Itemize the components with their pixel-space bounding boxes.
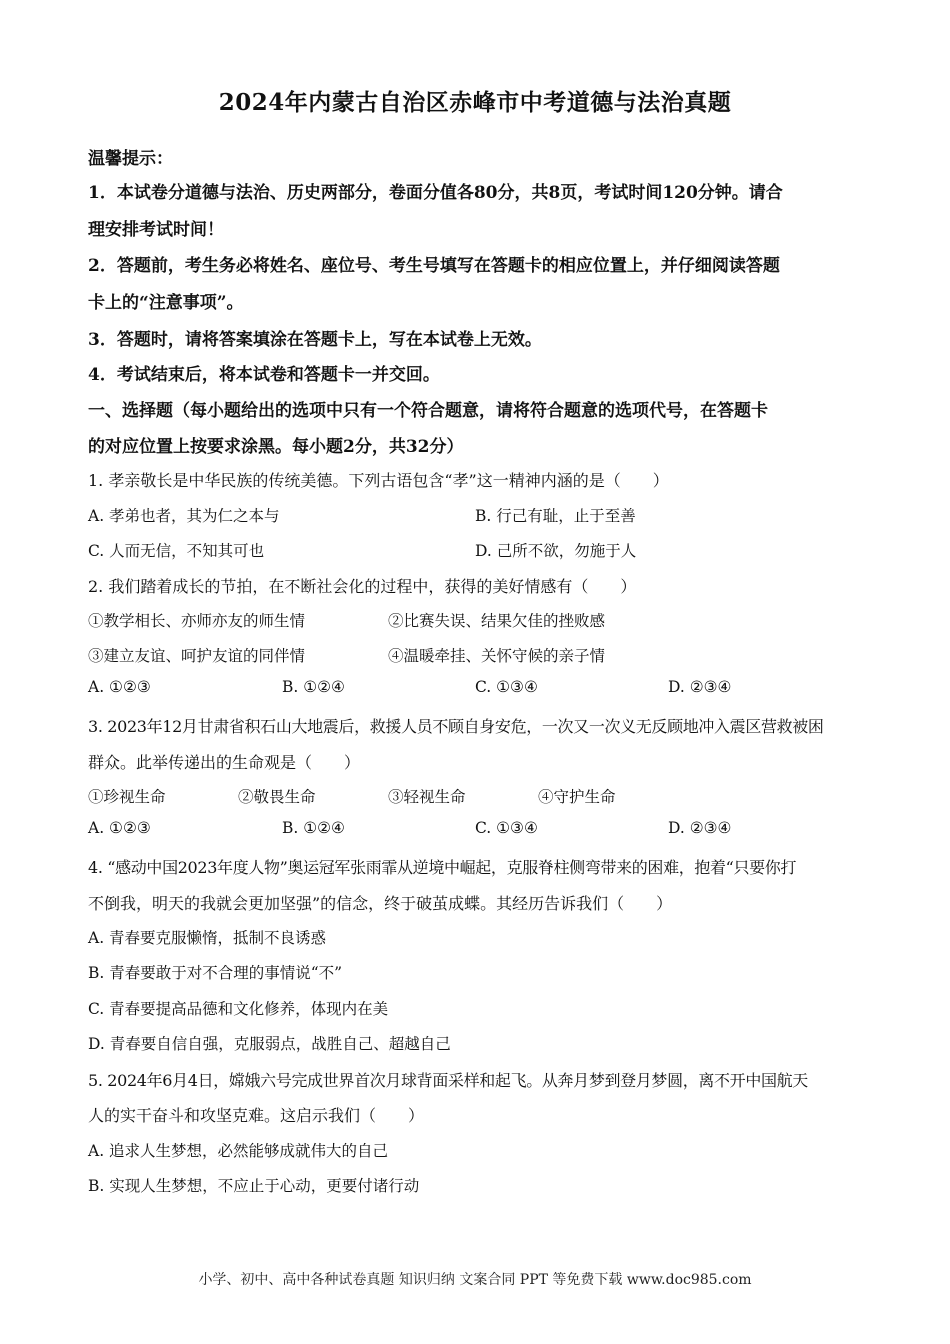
question-5-option-b: B. 实现人生梦想，不应止于心动，更要付诸行动: [88, 1177, 420, 1195]
question-3-statement-2: ②敬畏生命: [238, 788, 316, 806]
question-2-statement-4: ④温暖牵挂、关怀守候的亲子情: [388, 647, 606, 665]
tip-line-4: 卡上的“注意事项”。: [88, 293, 244, 313]
question-4-stem-line-2: 不倒我，明天的我就会更加坚强”的信念，终于破茧成蝶。其经历告诉我们（ ）: [88, 894, 673, 913]
question-3-option-d: D. ②③④: [668, 819, 732, 837]
question-2-option-d: D. ②③④: [668, 678, 732, 696]
section-heading-line-1: 一、选择题（每小题给出的选项中只有一个符合题意，请将符合题意的选项代号，在答题卡: [88, 401, 768, 421]
question-5-stem-line-2: 人的实干奋斗和攻坚克难。这启示我们（ ）: [88, 1106, 425, 1125]
question-5-option-a: A. 追求人生梦想，必然能够成就伟大的自己: [88, 1142, 389, 1160]
tips-heading: 温馨提示：: [88, 149, 173, 169]
question-1-option-d: D. 己所不欲，勿施于人: [475, 542, 637, 560]
page-footer: 小学、初中、高中各种试卷真题 知识归纳 文案合同 PPT 等免费下载 www.doc985.com: [198, 1272, 752, 1288]
tip-line-5: 3．答题时，请将答案填涂在答题卡上，写在本试卷上无效。: [88, 330, 542, 350]
tip-line-6: 4．考试结束后，将本试卷和答题卡一并交回。: [88, 365, 440, 385]
question-4-option-d: D. 青春要自信自强，克服弱点，战胜自己、超越自己: [88, 1035, 451, 1053]
question-2-option-c: C. ①③④: [475, 678, 538, 696]
question-3-statement-4: ④守护生命: [538, 788, 616, 806]
section-heading-line-2: 的对应位置上按要求涂黑。每小题2分，共32分）: [88, 437, 464, 457]
question-1-option-c: C. 人而无信，不知其可也: [88, 542, 265, 560]
question-4-option-b: B. 青春要敢于对不合理的事情说“不”: [88, 964, 343, 982]
tip-line-2: 理安排考试时间！: [88, 220, 224, 240]
question-4-stem-line-1: 4. “感动中国2023年度人物”奥运冠军张雨霏从逆境中崛起，克服脊柱侧弯带来的困难，抱着“只要你打: [88, 858, 797, 877]
question-2-option-a: A. ①②③: [88, 678, 151, 696]
question-5-stem-line-1: 5. 2024年6月4日，嫦娥六号完成世界首次月球背面采样和起飞。从奔月梦到登月梦圆，离不开中国航天: [88, 1071, 808, 1090]
question-3-statement-1: ①珍视生命: [88, 788, 166, 806]
question-1-option-b: B. 行己有耻，止于至善: [475, 507, 636, 525]
question-3-stem-line-1: 3. 2023年12月甘肃省积石山大地震后，救援人员不顾自身安危，一次又一次义无反顾地冲入震区营救被困: [88, 717, 824, 736]
question-2-statement-3: ③建立友谊、呵护友谊的同伴情: [88, 647, 306, 665]
question-4-option-a: A. 青春要克服懒惰，抵制不良诱惑: [88, 929, 327, 947]
question-2-statement-1: ①教学相长、亦师亦友的师生情: [88, 612, 306, 630]
question-4-option-c: C. 青春要提高品德和文化修养，体现内在美: [88, 1000, 389, 1018]
tip-line-1: 1．本试卷分道德与法治、历史两部分，卷面分值各80分，共8页，考试时间120分钟。请合: [88, 183, 783, 203]
page-title: 2024年内蒙古自治区赤峰市中考道德与法治真题: [218, 89, 732, 116]
question-2-stem: 2. 我们踏着成长的节拍，在不断社会化的过程中，获得的美好情感有（ ）: [88, 577, 637, 596]
question-1-stem: 1. 孝亲敬长是中华民族的传统美德。下列古语包含“孝”这一精神内涵的是（ ）: [88, 471, 669, 490]
tip-line-3: 2．答题前，考生务必将姓名、座位号、考生号填写在答题卡的相应位置上，并仔细阅读答题: [88, 256, 780, 276]
question-3-option-a: A. ①②③: [88, 819, 151, 837]
question-1-option-a: A. 孝弟也者，其为仁之本与: [88, 507, 280, 525]
question-2-option-b: B. ①②④: [282, 678, 345, 696]
question-3-statement-3: ③轻视生命: [388, 788, 466, 806]
question-3-option-c: C. ①③④: [475, 819, 538, 837]
question-3-option-b: B. ①②④: [282, 819, 345, 837]
question-2-statement-2: ②比赛失误、结果欠佳的挫败感: [388, 612, 606, 630]
question-3-stem-line-2: 群众。此举传递出的生命观是（ ）: [88, 753, 361, 772]
